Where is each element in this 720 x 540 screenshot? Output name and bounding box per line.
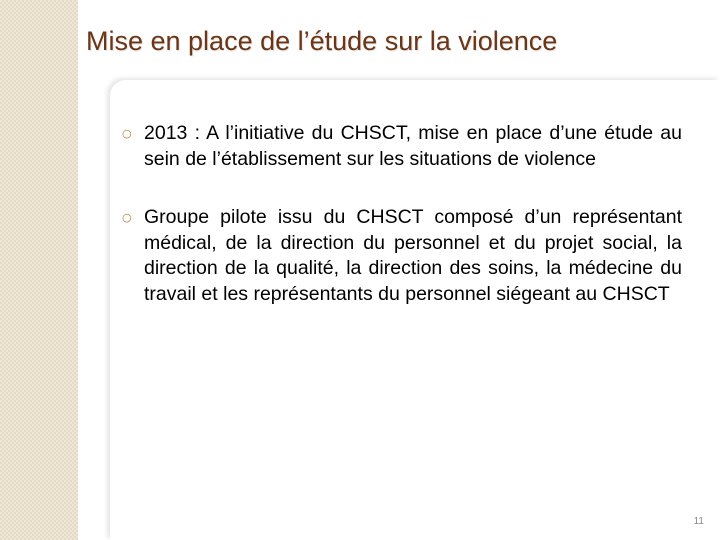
- bullet-text: Groupe pilote issu du CHSCT composé d’un représentant médical, de la direction du personnel et du projet social, la direction de la qualité, la direction des soins, la médecine du travail et les représentants du personnel siégeant au CHSCT: [144, 206, 682, 305]
- bullet-item: [122, 205, 682, 307]
- page-number: 11: [693, 516, 704, 527]
- bullet-item: [122, 121, 682, 172]
- decorative-side-band: [0, 0, 78, 540]
- bullet-list: [122, 121, 682, 307]
- hollow-circle-bullet-icon: ○: [122, 127, 132, 140]
- slide-title: Mise en place de l’étude sur la violence: [86, 26, 558, 56]
- bullet-text: 2013 : A l’initiative du CHSCT, mise en place d’une étude au sein de l’établissement sur les situations de violence: [144, 122, 682, 170]
- hollow-circle-bullet-icon: ○: [122, 211, 132, 224]
